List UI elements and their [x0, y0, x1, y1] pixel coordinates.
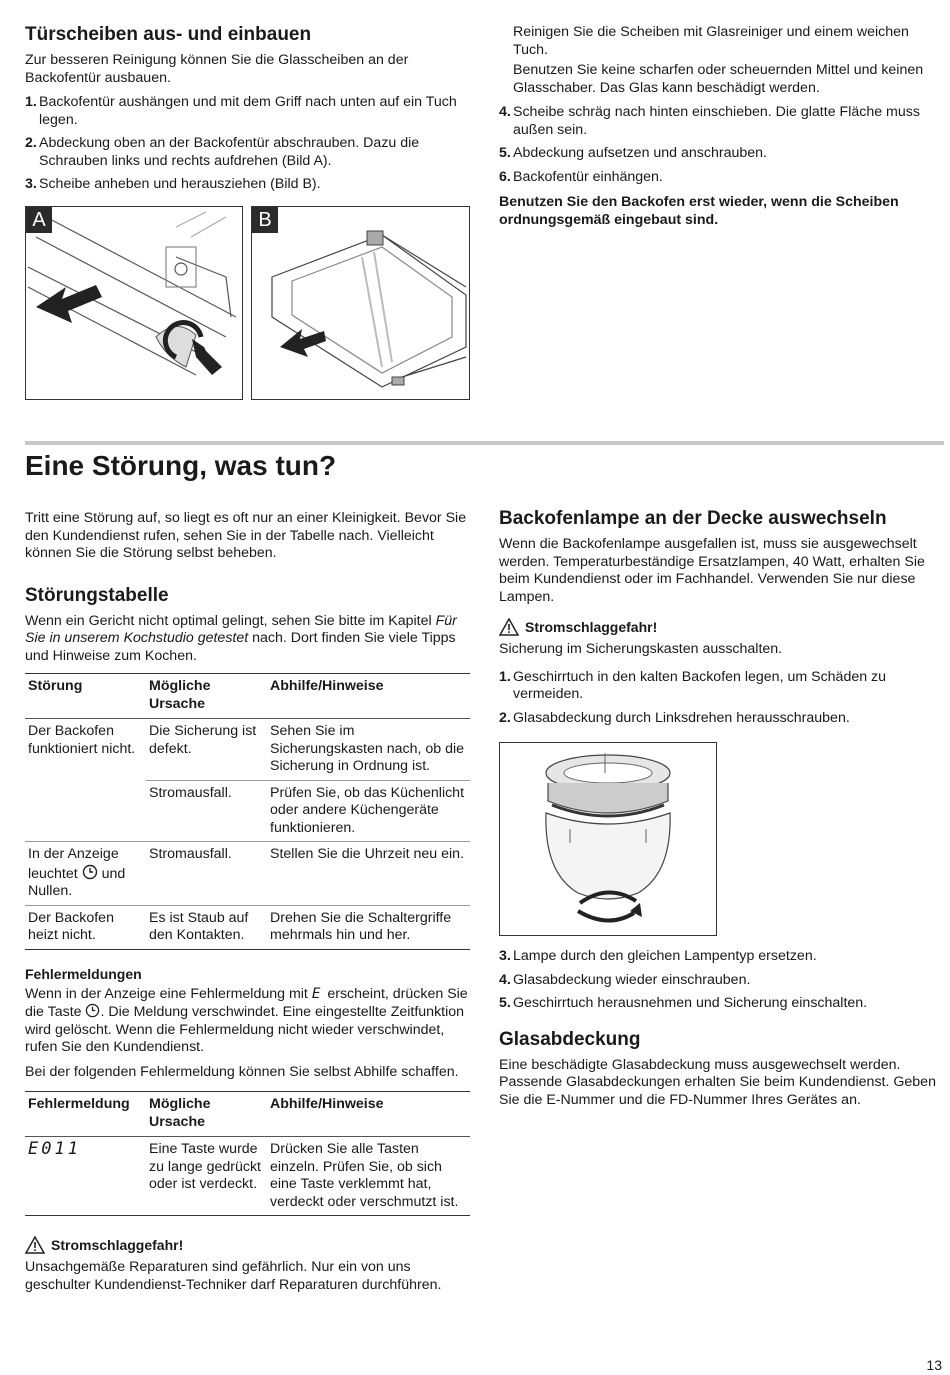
error-code: E011 [28, 1139, 81, 1159]
remedy-cell: Drehen Sie die Schaltergriffe mehrmals hin und her. [267, 905, 470, 949]
column-header: Abhilfe/Hinweise [267, 674, 470, 719]
list-item: 2. Abdeckung oben an der Backofentür abschrauben. Dazu die Schrauben links und rechts aufdrehen (Bild A). [25, 135, 420, 169]
cause-cell: Stromausfall. [146, 780, 267, 842]
error-messages-paragraph: Wenn in der Anzeige eine Fehlermeldung mit E erscheint, drücken Sie die Taste . Die Meldung verschwindet. Eine eingestellte Zeitfunktion wird gelöscht. Wenn die Fehlermeldung nicht wieder verschwindet, rufen Sie den Kundendienst. [25, 985, 468, 1055]
glass-pane-illustration [252, 207, 469, 399]
main-title-block [25, 450, 925, 482]
table-header-row [25, 1092, 470, 1137]
figure-b [251, 206, 470, 400]
lamp-electric-shock-warning: Stromschlaggefahr! [499, 618, 944, 636]
troubleshooting-column [25, 510, 470, 1301]
list-item: 4. Glasabdeckung wieder einschrauben. [499, 971, 751, 988]
troubleshooting-intro: Tritt eine Störung auf, so liegt es oft nur an einer Kleinigkeit. Bevor Sie den Kundendienst rufen, sehen Sie in der Tabelle nach. Vielleicht können Sie die Störung selbst beheben. [25, 510, 467, 561]
error-table [25, 1091, 470, 1216]
cleaning-paragraph: Reinigen Sie die Scheiben mit Glasreiniger und einem weichen Tuch. [513, 24, 909, 58]
cause-cell: Stromausfall. [146, 842, 267, 906]
lamp-cover-illustration [500, 743, 716, 935]
lamp-title: Backofenlampe an der Decke auswechseln [499, 508, 887, 529]
table-row [25, 842, 470, 906]
list-item: 1. Geschirrtuch in den kalten Backofen legen, um Schäden zu vermeiden. [499, 668, 887, 702]
problem-cell: Der Backofen funktioniert nicht. [28, 723, 136, 757]
remedy-cell: Sehen Sie im Sicherungskasten nach, ob die Sicherung in Ordnung ist. [267, 719, 470, 781]
clock-icon [82, 864, 98, 880]
lamp-figure [499, 742, 717, 936]
cause-cell: Eine Taste wurde zu lange gedrückt oder ist verdeckt. [146, 1137, 267, 1216]
list-item: 6. Backofentür einhängen. [499, 168, 663, 185]
column-header: Mögliche Ursache [146, 674, 267, 719]
list-item: 5. Geschirrtuch herausnehmen und Sicherung einschalten. [499, 995, 868, 1011]
figure-a [25, 206, 243, 400]
table-row [25, 1137, 470, 1216]
figure-b-label: B [252, 207, 278, 233]
list-item: 2. Glasabdeckung durch Linksdrehen herausschrauben. [499, 709, 850, 726]
error-symbol: E [311, 985, 324, 1002]
table-row [25, 905, 470, 949]
door-glass-intro: Zur besseren Reinigung können Sie die Glasscheiben an der Backofentür ausbauen. [25, 52, 409, 86]
repair-warning-text: Unsachgemäße Reparaturen sind gefährlich. Nur ein von uns geschulter Kundendienst-Techniker darf Reparaturen durchführen. [25, 1259, 442, 1293]
column-header: Mögliche Ursache [146, 1092, 267, 1137]
lamp-steps-b [499, 948, 944, 1013]
error-code-cell [25, 1137, 146, 1216]
figure-a-label: A [26, 207, 52, 233]
remedy-cell: Prüfen Sie, ob das Küchenlicht oder andere Küchengeräte funktionieren. [267, 780, 470, 842]
list-item: 5. Abdeckung aufsetzen und anschrauben. [499, 145, 767, 161]
lamp-warning-text: Sicherung im Sicherungskasten ausschalten. [499, 641, 783, 657]
door-glass-section [25, 24, 470, 200]
error-self-help-paragraph: Bei der folgenden Fehlermeldung können Sie selbst Abhilfe schaffen. [25, 1063, 459, 1080]
page-number: 13 [926, 1357, 942, 1373]
list-item: 1. Backofentür aushängen und mit dem Griff nach unten auf ein Tuch legen. [25, 94, 457, 128]
caution-paragraph: Benutzen Sie keine scharfen oder scheuernden Mittel und keinen Glasschaber. Das Glas kann beschädigt werden. [513, 62, 924, 96]
list-item: 3. Scheibe anheben und herausziehen (Bild B). [25, 176, 321, 192]
remedy-cell: Stellen Sie die Uhrzeit neu ein. [267, 842, 470, 906]
column-header: Abhilfe/Hinweise [267, 1092, 470, 1137]
main-title: Eine Störung, was tun? [25, 450, 337, 481]
lamp-column-continued [499, 948, 944, 1116]
section-divider [25, 441, 944, 445]
lamp-intro: Wenn die Backofenlampe ausgefallen ist, muss sie ausgewechselt werden. Temperaturbeständige Ersatzlampen, 40 Watt, erhalten Sie beim Kundendienst oder im Fachhandel. Verwenden Sie nur diese Lampen. [499, 536, 925, 605]
door-screw-illustration [26, 207, 242, 399]
list-item: 4. Scheibe schräg nach hinten einschieben. Die glatte Fläche muss außen sein. [499, 104, 920, 138]
fault-table-title: Störungstabelle [25, 584, 169, 606]
column-header: Störung [25, 674, 146, 719]
lamp-column [499, 508, 944, 733]
cause-cell: Es ist Staub auf den Kontakten. [146, 905, 267, 949]
error-messages-title: Fehlermeldungen [25, 965, 142, 982]
door-glass-steps-right [499, 104, 944, 186]
bold-safety-note: Benutzen Sie den Backofen erst wieder, wenn die Scheiben ordnungsgemäß eingebaut sind. [499, 194, 899, 228]
fault-table [25, 673, 470, 950]
electric-shock-warning: Stromschlaggefahr! [25, 1236, 470, 1254]
glass-cover-title: Glasabdeckung [499, 1028, 641, 1050]
warning-triangle-icon [499, 618, 519, 636]
clock-icon [85, 1003, 100, 1018]
door-glass-title: Türscheiben aus- und einbauen [25, 24, 312, 45]
problem-cell: Der Backofen heizt nicht. [25, 905, 146, 949]
remedy-cell: Drücken Sie alle Tasten einzeln. Prüfen Sie, ob sich eine Taste verklemmt hat, verdeckt oder verschmutzt ist. [267, 1137, 470, 1216]
table-header-row [25, 674, 470, 719]
warning-triangle-icon [25, 1236, 45, 1254]
cause-cell: Die Sicherung ist defekt. [146, 719, 267, 781]
door-glass-steps-left [25, 94, 470, 194]
glass-cover-text: Eine beschädigte Glasabdeckung muss ausgewechselt werden. Passende Glasabdeckungen erhalten Sie beim Kundendienst. Geben Sie die E-Nummer und die FD-Nummer Ihres Gerätes an. [499, 1056, 936, 1108]
column-header: Fehlermeldung [25, 1092, 146, 1137]
fault-table-intro: Wenn ein Gericht nicht optimal gelingt, sehen Sie bitte im Kapitel Für Sie in unserem Kochstudio getestet nach. Dort finden Sie viele Tipps und Hinweise zum Kochen. [25, 612, 457, 664]
list-item: 3. Lampe durch den gleichen Lampentyp ersetzen. [499, 948, 817, 964]
lamp-steps-a [499, 669, 944, 728]
door-glass-continued [499, 24, 944, 236]
problem-cell: In der Anzeige leuchtet und Nullen. [25, 842, 146, 906]
table-row [25, 719, 470, 781]
